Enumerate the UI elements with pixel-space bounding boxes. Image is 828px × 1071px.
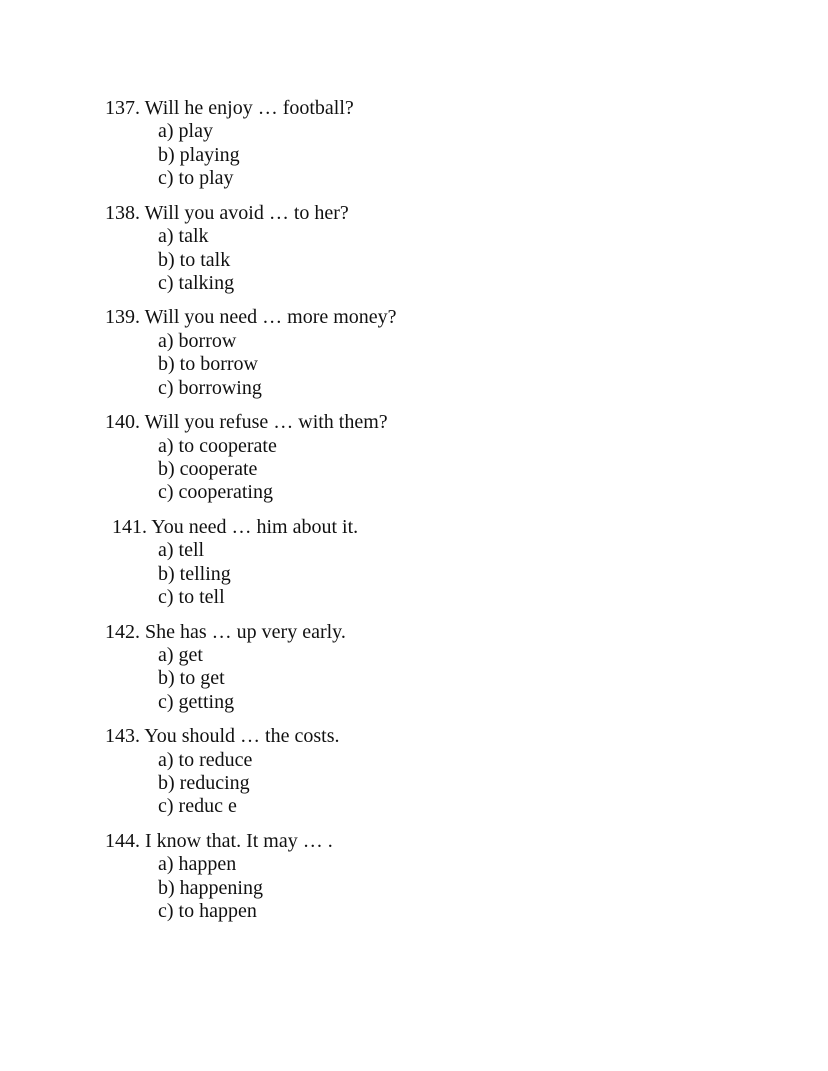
- question-text: You need … him about it.: [151, 515, 359, 538]
- answer-option: c) to happen: [158, 900, 257, 923]
- answer-option: c) reduc e: [158, 795, 237, 818]
- answer-option: c) to tell: [158, 586, 225, 609]
- question-block: [105, 306, 397, 400]
- answer-option: c) getting: [158, 690, 235, 713]
- question-stem: [105, 621, 346, 644]
- answer-option: c) talking: [158, 271, 235, 294]
- answer-option: b) telling: [158, 562, 231, 585]
- question-stem: [105, 411, 388, 434]
- question-text: I know that. It may … .: [145, 829, 333, 852]
- question-block: [105, 725, 339, 819]
- question-block: [105, 202, 349, 296]
- question-text: Will you need … more money?: [144, 306, 397, 329]
- question-number: 137.: [105, 97, 140, 119]
- answer-option: b) to talk: [158, 248, 231, 271]
- answer-option: a) play: [158, 120, 213, 143]
- answer-option: a) happen: [158, 853, 237, 876]
- answer-option: c) cooperating: [158, 481, 273, 504]
- question-number: 139.: [105, 306, 140, 329]
- answer-option: b) cooperate: [158, 457, 258, 480]
- answer-option: c) borrowing: [158, 376, 262, 399]
- question-block: [105, 411, 388, 505]
- question-text: Will you refuse … with them?: [144, 411, 388, 434]
- question-number: 141.: [112, 515, 147, 538]
- question-number: 143.: [105, 725, 140, 748]
- question-block: [105, 830, 333, 924]
- question-stem: [105, 97, 354, 120]
- question-block: [105, 621, 346, 715]
- question-text: You should … the costs.: [144, 725, 340, 748]
- answer-option: c) to play: [158, 167, 234, 190]
- answer-option: a) to reduce: [158, 748, 253, 771]
- question-text: Will he enjoy … football?: [144, 97, 354, 119]
- question-text: She has … up very early.: [145, 620, 346, 643]
- question-stem: [112, 516, 358, 539]
- question-stem: [105, 306, 397, 329]
- answer-option: b) to borrow: [158, 353, 258, 376]
- answer-option: b) playing: [158, 143, 240, 166]
- question-block: [112, 516, 358, 610]
- answer-option: b) to get: [158, 667, 225, 690]
- question-stem: [105, 725, 339, 748]
- question-number: 138.: [105, 201, 140, 224]
- question-number: 144.: [105, 829, 140, 852]
- question-block: [105, 97, 354, 191]
- answer-option: a) to cooperate: [158, 434, 277, 457]
- question-stem: [105, 202, 349, 225]
- answer-option: a) talk: [158, 225, 209, 248]
- answer-option: a) tell: [158, 539, 205, 562]
- question-number: 140.: [105, 411, 140, 434]
- question-stem: [105, 830, 333, 853]
- answer-option: b) reducing: [158, 772, 250, 794]
- question-text: Will you avoid … to her?: [144, 201, 349, 224]
- answer-option: a) get: [158, 643, 203, 666]
- question-number: 142.: [105, 620, 140, 643]
- answer-option: b) happening: [158, 876, 263, 899]
- answer-option: a) borrow: [158, 329, 237, 352]
